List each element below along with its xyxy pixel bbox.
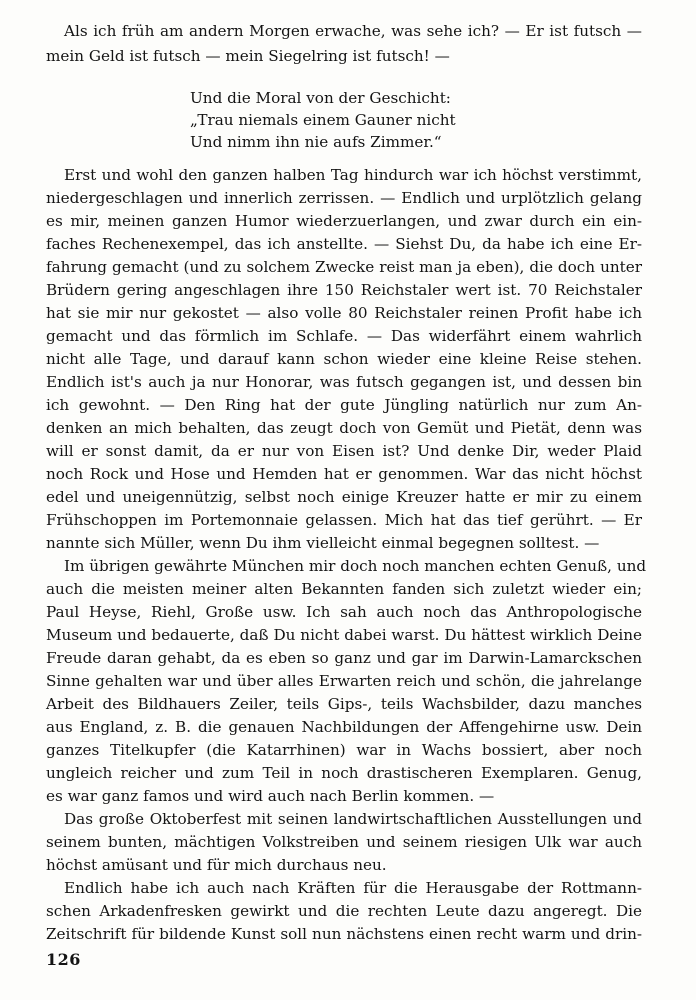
text-line: es war ganz famos und wird auch nach Berlin kommen. —	[46, 787, 495, 805]
text-line: hat sie mir nur gekostet — also volle 80 Reichstaler reinen Profit habe ich	[46, 304, 642, 322]
text-line: nannte sich Müller, wenn Du ihm vielleicht einmal begegnen solltest. —	[46, 534, 600, 552]
text-line: ich gewohnt. — Den Ring hat der gute Jüngling natürlich nur zum An-	[46, 396, 642, 414]
text-line: Endlich ist's auch ja nur Honorar, was futsch gegangen ist, und dessen bin	[46, 373, 642, 391]
verse-line: „Trau niemals einem Gauner nicht	[190, 111, 456, 129]
page-number: 126	[46, 950, 81, 969]
text-line: mein Geld ist futsch — mein Siegelring ist futsch! —	[46, 47, 450, 65]
text-line: Als ich früh am andern Morgen erwache, was sehe ich? — Er ist futsch —	[64, 22, 642, 40]
text-line: es mir, meinen ganzen Humor wiederzuerlangen, und zwar durch ein ein-	[46, 212, 642, 230]
text-line: aus England, z. B. die genauen Nachbildungen der Affengehirne usw. Dein	[46, 718, 642, 736]
text-line: schen Arkadenfresken gewirkt und die rechten Leute dazu angeregt. Die	[46, 902, 642, 920]
text-line: Arbeit des Bildhauers Zeiler, teils Gips-, teils Wachsbilder, dazu manches	[46, 695, 642, 713]
text-line: Erst und wohl den ganzen halben Tag hindurch war ich höchst verstimmt,	[64, 166, 642, 184]
text-line: Zeitschrift für bildende Kunst soll nun nächstens einen recht warm und drin-	[46, 925, 642, 943]
text-line: Museum und bedauerte, daß Du nicht dabei warst. Du hättest wirklich Deine	[46, 626, 642, 644]
text-line: faches Rechenexempel, das ich anstellte. — Siehst Du, da habe ich eine Er-	[46, 235, 642, 253]
text-line: nicht alle Tage, und darauf kann schon wieder eine kleine Reise stehen.	[46, 350, 642, 368]
verse-line: Und nimm ihn nie aufs Zimmer.“	[190, 133, 442, 151]
text-line: fahrung gemacht (und zu solchem Zwecke reist man ja eben), die doch unter	[46, 258, 642, 276]
text-line: höchst amüsant und für mich durchaus neu.	[46, 856, 387, 874]
text-line: Frühschoppen im Portemonnaie gelassen. Mich hat das tief gerührt. — Er	[46, 511, 642, 529]
text-line: denken an mich behalten, das zeugt doch von Gemüt und Pietät, denn was	[46, 419, 642, 437]
text-line: seinem bunten, mächtigen Volkstreiben und seinem riesigen Ulk war auch	[46, 833, 642, 851]
text-line: gemacht und das förmlich im Schlafe. — Das widerfährt einem wahrlich	[46, 327, 642, 345]
text-line: Im übrigen gewährte München mir doch noch manchen echten Genuß, und	[64, 557, 647, 575]
text-line: Das große Oktoberfest mit seinen landwirtschaftlichen Ausstellungen und	[64, 810, 642, 828]
text-line: Freude daran gehabt, da es eben so ganz und gar im Darwin-Lamarckschen	[46, 649, 642, 667]
text-line: ganzes Titelkupfer (die Katarrhinen) war in Wachs bossiert, aber noch	[46, 741, 642, 759]
text-line: edel und uneigennützig, selbst noch einige Kreuzer hatte er mir zu einem	[46, 488, 642, 506]
text-line: ungleich reicher und zum Teil in noch drastischeren Exemplaren. Genug,	[46, 764, 642, 782]
text-line: Endlich habe ich auch nach Kräften für die Herausgabe der Rottmann-	[64, 879, 642, 897]
text-line: will er sonst damit, da er nur von Eisen ist? Und denke Dir, weder Plaid	[46, 442, 642, 460]
text-line: niedergeschlagen und innerlich zerrissen. — Endlich und urplötzlich gelang	[46, 189, 642, 207]
text-line: Sinne gehalten war und über alles Erwarten reich und schön, die jahrelange	[46, 672, 642, 690]
text-line: noch Rock und Hose und Hemden hat er genommen. War das nicht höchst	[46, 465, 642, 483]
text-line: Brüdern gering angeschlagen ihre 150 Reichstaler wert ist. 70 Reichstaler	[46, 281, 642, 299]
verse-line: Und die Moral von der Geschicht:	[190, 89, 451, 107]
text-line: auch die meisten meiner alten Bekannten fanden sich zuletzt wieder ein;	[46, 580, 642, 598]
text-line: Paul Heyse, Riehl, Große usw. Ich sah auch noch das Anthropologische	[46, 603, 642, 621]
